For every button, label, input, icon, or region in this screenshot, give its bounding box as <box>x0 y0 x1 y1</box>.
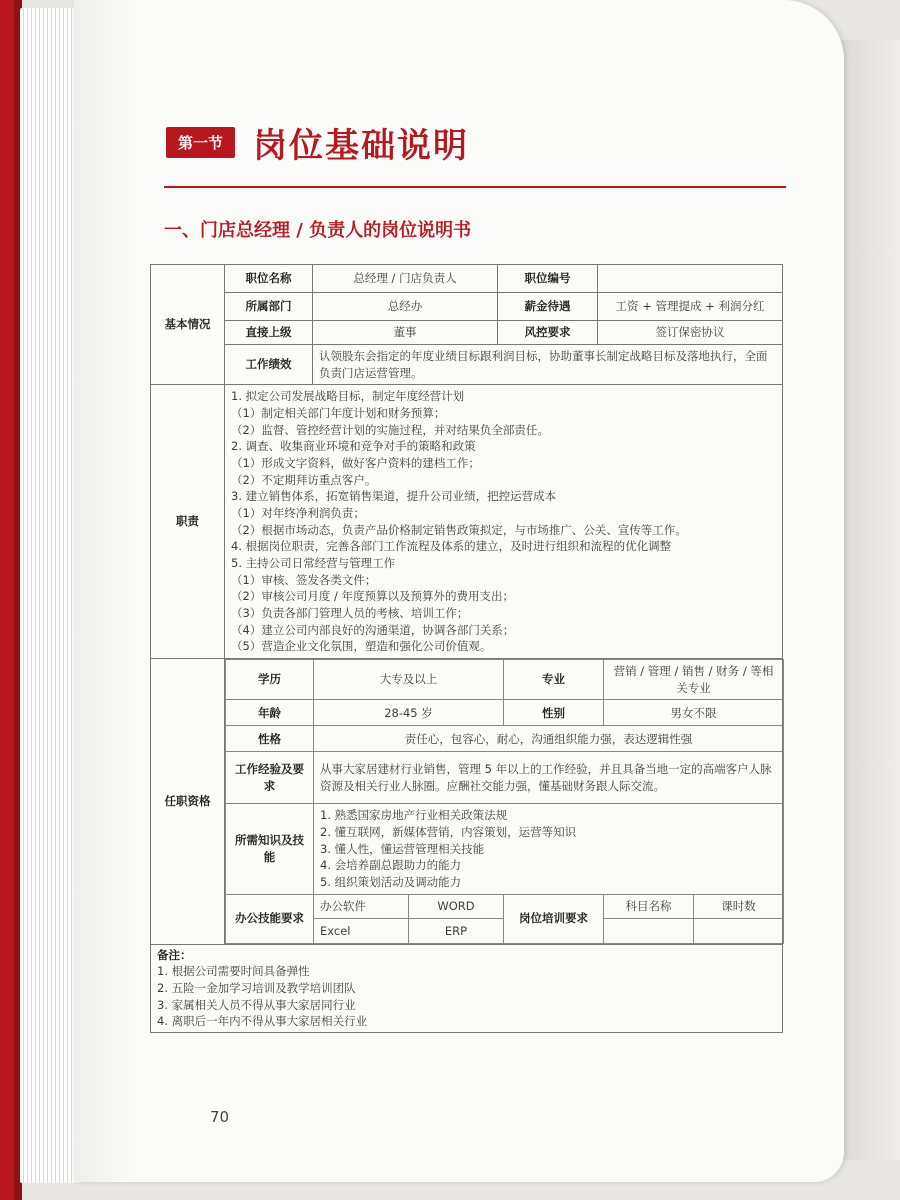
heading-rule <box>164 186 786 188</box>
subject-label: 科目名称 <box>604 895 694 919</box>
duty-line: 1. 拟定公司发展战略目标，制定年度经营计划 <box>231 389 465 404</box>
notes-section <box>151 944 783 1032</box>
job-no-value <box>598 265 783 293</box>
dept-value: 总经办 <box>313 293 498 321</box>
duty-line: （1）制定相关部门年度计划和财务预算； <box>231 406 446 421</box>
performance-value: 认领股东会指定的年度业绩目标跟利润目标，协助董事长制定战略目标及落地执行，全面负责门店运营管理。 <box>313 345 783 385</box>
duty-line: （4）建立公司内部良好的沟通渠道，协调各部门关系； <box>231 622 515 637</box>
age-label: 年龄 <box>226 700 314 726</box>
knowledge-line: 1. 熟悉国家房地产行业相关政策法规 <box>320 808 508 823</box>
office-skills-grid <box>314 894 504 943</box>
major-value: 营销 / 管理 / 销售 / 财务 / 等相关专业 <box>604 660 784 700</box>
word-value: WORD <box>409 895 504 919</box>
page-edges <box>20 8 80 1183</box>
training-label: 岗位培训要求 <box>504 894 604 943</box>
duty-line: 2. 调查、收集商业环境和竞争对手的策略和政策 <box>231 439 476 454</box>
education-value: 大专及以上 <box>314 660 504 700</box>
section-tag: 第一节 <box>166 127 235 158</box>
duty-line: （1）对年终净利润负责； <box>231 506 365 521</box>
qualification-content <box>225 659 783 945</box>
duty-line: 3. 建立销售体系，拓宽销售渠道，提升公司业绩，把控运营成本 <box>231 489 557 504</box>
note-line: 2. 五险一金加学习培训及教学培训团队 <box>157 981 356 996</box>
performance-label: 工作绩效 <box>225 345 313 385</box>
duty-line: （2）不定期拜访重点客户。 <box>231 472 377 487</box>
gender-label: 性别 <box>504 700 604 726</box>
excel-value: Excel <box>314 919 409 943</box>
section-heading <box>166 118 469 167</box>
dept-label: 所属部门 <box>225 293 313 321</box>
personality-label: 性格 <box>226 726 314 752</box>
duty-line: （1）形成文字资料，做好客户资料的建档工作； <box>231 456 480 471</box>
duties-content <box>225 385 783 659</box>
duty-line: （2）监督、管控经营计划的实施过程，并对结果负全部责任。 <box>231 422 549 437</box>
duty-line: （1）审核、签发各类文件； <box>231 572 377 587</box>
knowledge-line: 4. 会培养副总跟助力的能力 <box>320 858 462 873</box>
experience-value: 从事大家居建材行业销售，管理 5 年以上的工作经验，并且具备当地一定的高端客户人脉资源及相关行业人脉圈。应酬社交能力强，懂基础财务跟人际交流。 <box>314 752 784 804</box>
hours-label: 课时数 <box>694 895 784 919</box>
education-label: 学历 <box>226 660 314 700</box>
job-name-label: 职位名称 <box>225 265 313 293</box>
knowledge-line: 3. 懂人性，懂运营管理相关技能 <box>320 841 485 856</box>
notes-title: 备注： <box>157 947 192 962</box>
knowledge-label: 所需知识及技能 <box>226 804 314 894</box>
duty-line: （5）营造企业文化氛围，塑造和强化公司价值观。 <box>231 639 492 654</box>
risk-value: 签订保密协议 <box>598 321 783 345</box>
duty-line: 4. 根据岗位职责，完善各部门工作流程及体系的建立，及时进行组织和流程的优化调整 <box>231 539 672 554</box>
duty-line: 5. 主持公司日常经营与管理工作 <box>231 556 396 571</box>
training-grid <box>604 894 784 943</box>
book-page <box>74 0 844 1182</box>
knowledge-line: 5. 组织策划活动及调动能力 <box>320 875 462 890</box>
salary-label: 薪金待遇 <box>498 293 598 321</box>
qualification-label: 任职资格 <box>151 659 225 945</box>
duty-line: （2）根据市场动态，负责产品价格制定销售政策拟定，与市场推广、公关、宣传等工作。 <box>231 522 687 537</box>
note-line: 1. 根据公司需要时间具备弹性 <box>157 964 310 979</box>
subtitle: 一、门店总经理 / 负责人的岗位说明书 <box>164 220 472 241</box>
duties-label: 职责 <box>151 385 225 659</box>
gender-value: 男女不限 <box>604 700 784 726</box>
job-name-value: 总经理 / 门店负责人 <box>313 265 498 293</box>
salary-value: 工资 + 管理提成 + 利润分红 <box>598 293 783 321</box>
duty-line: （2）审核公司月度 / 年度预算以及预算外的费用支出； <box>231 589 514 604</box>
superior-value: 董事 <box>313 321 498 345</box>
job-description-table <box>150 264 782 1033</box>
erp-value: ERP <box>409 919 504 943</box>
personality-value: 责任心，包容心，耐心，沟通组织能力强，表达逻辑性强 <box>314 726 784 752</box>
duty-line: （3）负责各部门管理人员的考核、培训工作； <box>231 606 469 621</box>
major-label: 专业 <box>504 660 604 700</box>
knowledge-content <box>314 804 784 894</box>
knowledge-line: 2. 懂互联网，新媒体营销，内容策划，运营等知识 <box>320 825 577 840</box>
section-title: 岗位基础说明 <box>253 126 470 166</box>
note-line: 4. 离职后一年内不得从事大家居相关行业 <box>157 1014 368 1029</box>
experience-label: 工作经验及要求 <box>226 752 314 804</box>
note-line: 3. 家属相关人员不得从事大家居同行业 <box>157 997 356 1012</box>
office-skills-label: 办公技能要求 <box>226 894 314 943</box>
job-no-label: 职位编号 <box>498 265 598 293</box>
office-software-label: 办公软件 <box>314 895 409 919</box>
page-number: 70 <box>210 1108 230 1126</box>
risk-label: 风控要求 <box>498 321 598 345</box>
age-value: 28-45 岁 <box>314 700 504 726</box>
superior-label: 直接上级 <box>225 321 313 345</box>
basic-label: 基本情况 <box>151 265 225 385</box>
